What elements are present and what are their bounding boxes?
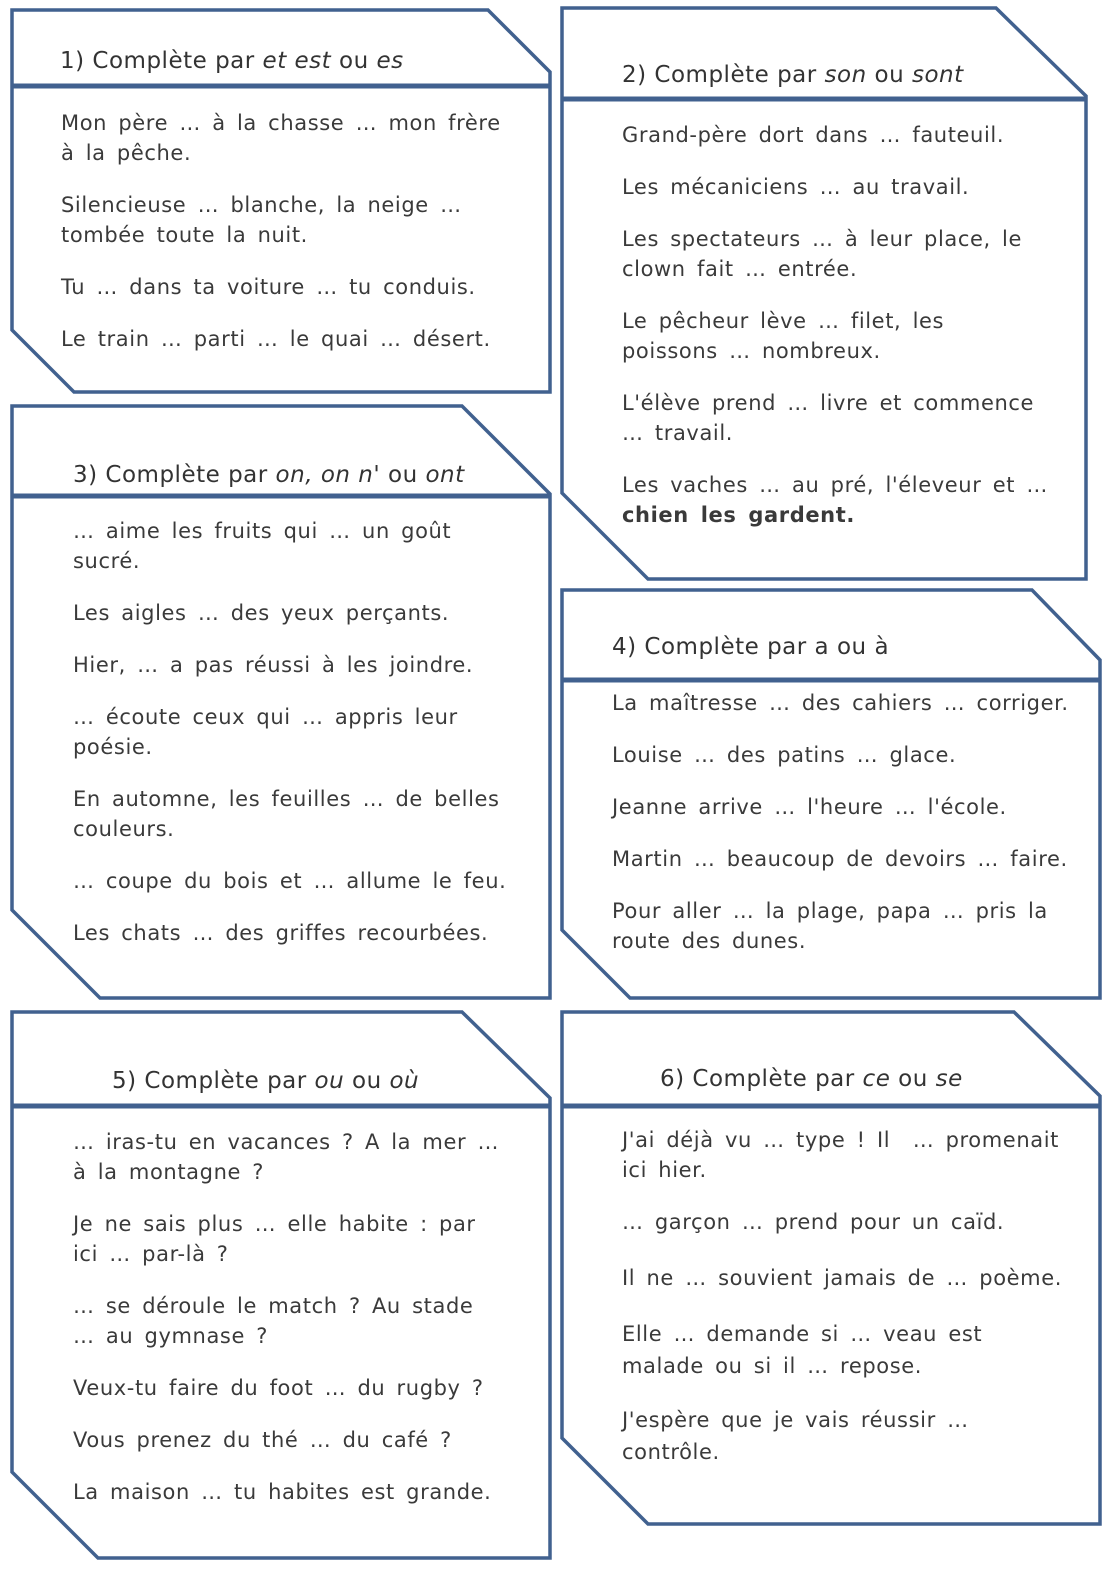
card-title: 2) Complète par son ou sont [622, 62, 964, 88]
exercise-line: … au gymnase ? [73, 1324, 269, 1348]
exercise-line: à la montagne ? [73, 1160, 265, 1184]
exercise-line: Mon père … à la chasse … mon frère [61, 111, 501, 135]
exercise-card-2 [560, 6, 1090, 582]
exercise-line: J'ai déjà vu … type ! Il … promenait [622, 1128, 1059, 1152]
exercise-line: Silencieuse … blanche, la neige … [61, 193, 462, 217]
exercise-line: Le pêcheur lève … filet, les [622, 309, 945, 333]
exercise-line: route des dunes. [612, 929, 807, 953]
exercise-line: malade ou si il … repose. [622, 1354, 923, 1378]
exercise-card-3 [10, 404, 552, 1002]
exercise-line: Les spectateurs … à leur place, le [622, 227, 1023, 251]
exercise-line: tombée toute la nuit. [61, 223, 308, 247]
exercise-line: Tu … dans ta voiture … tu conduis. [61, 275, 476, 299]
exercise-line: sucré. [73, 549, 141, 573]
exercise-line: Jeanne arrive … l'heure … l'école. [612, 795, 1007, 819]
exercise-line: Je ne sais plus … elle habite : par [73, 1212, 476, 1236]
exercise-line: … travail. [622, 421, 734, 445]
exercise-list [73, 516, 506, 948]
card-title: 5) Complète par ou ou où [112, 1068, 420, 1094]
exercise-line: La maîtresse … des cahiers … corriger. [612, 691, 1069, 715]
exercise-list [73, 1127, 499, 1507]
exercise-line: Elle … demande si … veau est [622, 1322, 983, 1346]
exercise-line: ici hier. [622, 1158, 707, 1182]
exercise-line: à la pêche. [61, 141, 192, 165]
exercise-line: J'espère que je vais réussir … [622, 1408, 969, 1432]
exercise-card-6 [560, 1010, 1102, 1530]
exercise-line: En automne, les feuilles … de belles [73, 787, 500, 811]
exercise-line: … se déroule le match ? Au stade [73, 1294, 474, 1318]
exercise-line: Il ne … souvient jamais de … poème. [622, 1266, 1063, 1290]
exercise-line: … garçon … prend pour un caïd. [622, 1210, 1005, 1234]
exercise-line: clown fait … entrée. [622, 257, 858, 281]
card-title: 6) Complète par ce ou se [660, 1066, 963, 1092]
exercise-line: L'élève prend … livre et commence [622, 391, 1035, 415]
exercise-list [61, 108, 501, 354]
exercise-list [622, 1125, 1062, 1469]
exercise-line: ici … par-là ? [73, 1242, 229, 1266]
card-title: 4) Complète par a ou à [612, 634, 890, 660]
exercise-line: … aime les fruits qui … un goût [73, 519, 452, 543]
exercise-line: … coupe du bois et … allume le feu. [73, 869, 507, 893]
exercise-card-5 [10, 1010, 552, 1562]
exercise-line: Martin … beaucoup de devoirs … faire. [612, 847, 1068, 871]
exercise-line: Louise … des patins … glace. [612, 743, 957, 767]
exercise-line: … écoute ceux qui … appris leur [73, 705, 458, 729]
exercise-line: chien les gardent. [622, 503, 855, 527]
exercise-line: contrôle. [622, 1440, 720, 1464]
exercise-card-1 [10, 8, 552, 394]
exercise-line: Veux-tu faire du foot … du rugby ? [73, 1376, 484, 1400]
exercise-list [612, 688, 1069, 956]
exercise-line: poésie. [73, 735, 153, 759]
exercise-line: … iras-tu en vacances ? A la mer … [73, 1130, 500, 1154]
exercise-line: Le train … parti … le quai … désert. [61, 327, 491, 351]
exercise-line: Hier, … a pas réussi à les joindre. [73, 653, 474, 677]
exercise-line: Les vaches … au pré, l'éleveur et … [622, 473, 1048, 497]
card-title: 3) Complète par on, on n' ou ont [73, 462, 465, 488]
exercise-line: Pour aller … la plage, papa … pris la [612, 899, 1048, 923]
exercise-line: couleurs. [73, 817, 175, 841]
exercise-line: Vous prenez du thé … du café ? [73, 1428, 452, 1452]
exercise-list [622, 120, 1048, 530]
exercise-card-4 [560, 588, 1104, 1002]
exercise-line: Les aigles … des yeux perçants. [73, 601, 450, 625]
exercise-line: La maison … tu habites est grande. [73, 1480, 492, 1504]
exercise-line: Les chats … des griffes recourbées. [73, 921, 489, 945]
exercise-line: poissons … nombreux. [622, 339, 881, 363]
exercise-line: Les mécaniciens … au travail. [622, 175, 970, 199]
card-title: 1) Complète par et est ou es [60, 48, 404, 74]
exercise-line: Grand-père dort dans … fauteuil. [622, 123, 1005, 147]
